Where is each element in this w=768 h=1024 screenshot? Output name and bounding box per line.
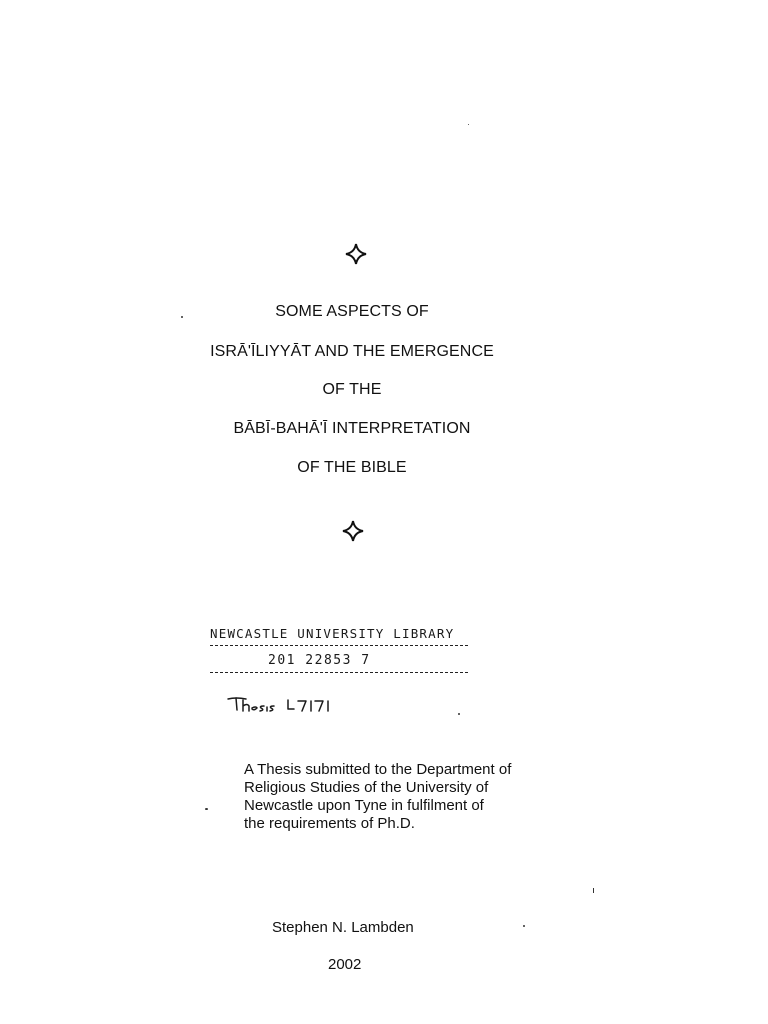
title-line-1: SOME ASPECTS OF bbox=[275, 303, 429, 320]
scan-speck bbox=[181, 316, 183, 318]
submission-statement bbox=[244, 761, 564, 833]
submission-line-3: Newcastle upon Tyne in fulfilment of bbox=[244, 797, 484, 814]
scan-speck bbox=[458, 713, 460, 715]
title-line-5: OF THE BIBLE bbox=[297, 459, 407, 476]
author-name: Stephen N. Lambden bbox=[272, 919, 414, 936]
title-line-4: BĀBĪ-BAHĀ'Ī INTERPRETATION bbox=[233, 420, 471, 437]
four-point-star-ornament-icon bbox=[344, 242, 368, 266]
accession-number: 201 22853 7 bbox=[268, 653, 371, 668]
four-point-star-ornament-icon bbox=[341, 519, 365, 543]
title-line-3: OF THE bbox=[322, 381, 382, 398]
scan-speck bbox=[593, 888, 594, 893]
submission-line-1: A Thesis submitted to the Department of bbox=[244, 761, 512, 778]
submission-line-4: the requirements of Ph.D. bbox=[244, 815, 415, 832]
stamp-divider-top bbox=[210, 645, 468, 646]
publication-year: 2002 bbox=[328, 956, 362, 973]
library-name: NEWCASTLE UNIVERSITY LIBRARY bbox=[210, 626, 455, 641]
title-line-2: ISRĀ'ĪLIYYĀT AND THE EMERGENCE bbox=[210, 343, 494, 360]
scan-speck bbox=[468, 124, 469, 125]
handwritten-shelfmark bbox=[226, 694, 366, 716]
submission-line-2: Religious Studies of the University of bbox=[244, 779, 489, 796]
library-stamp bbox=[210, 626, 480, 673]
scan-speck bbox=[205, 808, 208, 810]
stamp-divider-bottom bbox=[210, 672, 468, 673]
scan-speck bbox=[523, 925, 525, 927]
